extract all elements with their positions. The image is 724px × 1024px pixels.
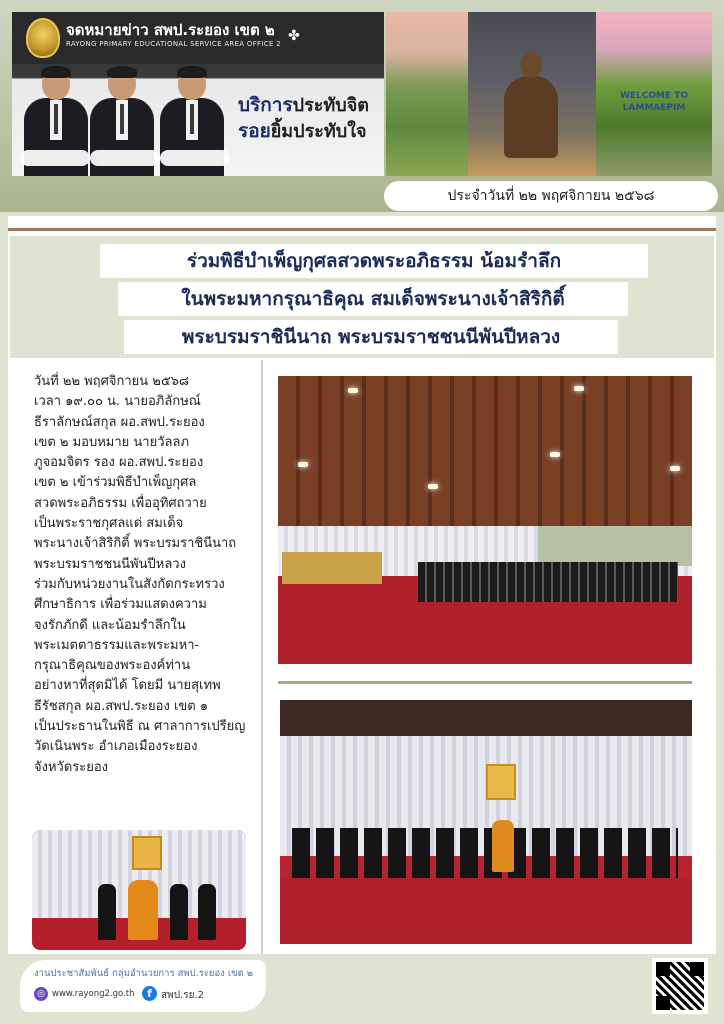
obec-emblem-logo — [26, 18, 60, 58]
footer-org: งานประชาสัมพันธ์ กลุ่มอำนวยการ สพป.ระยอง เขต ๒ — [34, 968, 254, 979]
slogan-line-2-rest: ยิ้มประทับใจ — [270, 121, 367, 142]
statue-figure — [500, 52, 560, 172]
newsletter-subtitle: RAYONG PRIMARY EDUCATIONAL SERVICE AREA OFFICE 2 — [66, 40, 281, 48]
slogan-line-1-highlight: บริการ — [238, 94, 293, 116]
article-line: เป็นพระราชกุศลแด่ สมเด็จ — [34, 516, 184, 532]
facebook-link[interactable]: สพป.รย.2 — [161, 990, 204, 1001]
article-line: พระนางเจ้าสิริกิติ์ พระบรมราชินีนาถ — [34, 536, 237, 552]
small-group-photo — [32, 830, 246, 950]
headline-line-1: ร่วมพิธีบำเพ็ญกุศลสวดพระอภิธรรม น้อมรำลึก — [100, 244, 648, 278]
qr-code[interactable] — [652, 958, 708, 1014]
column-divider — [261, 360, 263, 954]
issue-date: ประจำวันที่ ๒๒ พฤศจิกายน ๒๕๖๘ — [384, 181, 718, 211]
ceremony-hall-photo — [278, 376, 692, 664]
article-line: เขต ๒ มอบหมาย นายวัลลภ — [34, 434, 190, 450]
group-photo — [280, 700, 692, 944]
article-line: จงรักภักดี และน้อมรำลึกใน — [34, 617, 186, 633]
portrait-caption-center — [90, 150, 160, 166]
article-line: พระบรมราชชนนีพันปีหลวง — [34, 556, 186, 572]
newsletter-title: จดหมายข่าว สพป.ระยอง เขต ๒ — [66, 21, 275, 39]
article-line: ร่วมกับหน่วยงานในสังกัดกระทรวง — [34, 576, 225, 592]
portrait-caption-left — [20, 150, 90, 166]
article-line: เป็นประธานในพิธี ณ ศาลาการเปรียญ — [34, 719, 246, 735]
headline-line-3: พระบรมราชินีนาถ พระบรมราชชนนีพันปีหลวง — [124, 320, 618, 354]
article-line: เขต ๒ เข้าร่วมพิธีบำเพ็ญกุศล — [34, 475, 197, 491]
article-line: ศึกษาธิการ เพื่อร่วมแสดงความ — [34, 597, 207, 613]
headline-line-2: ในพระมหากรุณาธิคุณ สมเด็จพระนางเจ้าสิริกิติ์ — [118, 282, 628, 316]
top-divider — [8, 228, 716, 231]
article-line: ธีราลักษณ์สกุล ผอ.สพป.ระยอง — [34, 414, 205, 430]
globe-icon: ◎ — [34, 987, 48, 1001]
website-link[interactable]: www.rayong2.go.th — [52, 989, 135, 999]
sparkle-icon: ✤ — [288, 28, 300, 44]
header-photo-field — [386, 12, 468, 176]
photo-divider — [278, 681, 692, 684]
article-line: ภูจอมจิตร รอง ผอ.สพป.ระยอง — [34, 455, 204, 471]
slogan-line-1-rest: ประทับจิต — [292, 95, 369, 116]
article-line: ธีรัชสกุล ผอ.สพป.ระยอง เขต ๑ — [34, 698, 209, 714]
header-photo-sign: WELCOME TO LAMMAEPIM — [619, 91, 689, 113]
article-line: สวดพระอภิธรรม เพื่ออุทิศถวาย — [34, 495, 207, 511]
article-line: อย่างหาที่สุดมิได้ โดยมี นายสุเทพ — [34, 678, 221, 694]
slogan-line-2-highlight: รอย — [238, 120, 271, 142]
portrait-caption-right — [160, 150, 230, 166]
article-line: พระเมตตาธรรมและพระมหา- — [34, 637, 199, 653]
article-line: เวลา ๑๙.๐๐ น. นายอภิลักษณ์ — [34, 394, 201, 410]
article-line: วัดเนินพระ อำเภอเมืองระยอง — [34, 739, 198, 755]
article-body — [34, 372, 252, 778]
article-line: วันที่ ๒๒ พฤศจิกายน ๒๕๖๘ — [34, 374, 189, 389]
facebook-icon: f — [142, 986, 157, 1001]
article-line: กรุณาธิคุณของพระองค์ท่าน — [34, 658, 191, 674]
slogan-line-2 — [238, 116, 367, 146]
article-line: จังหวัดระยอง — [34, 759, 109, 775]
